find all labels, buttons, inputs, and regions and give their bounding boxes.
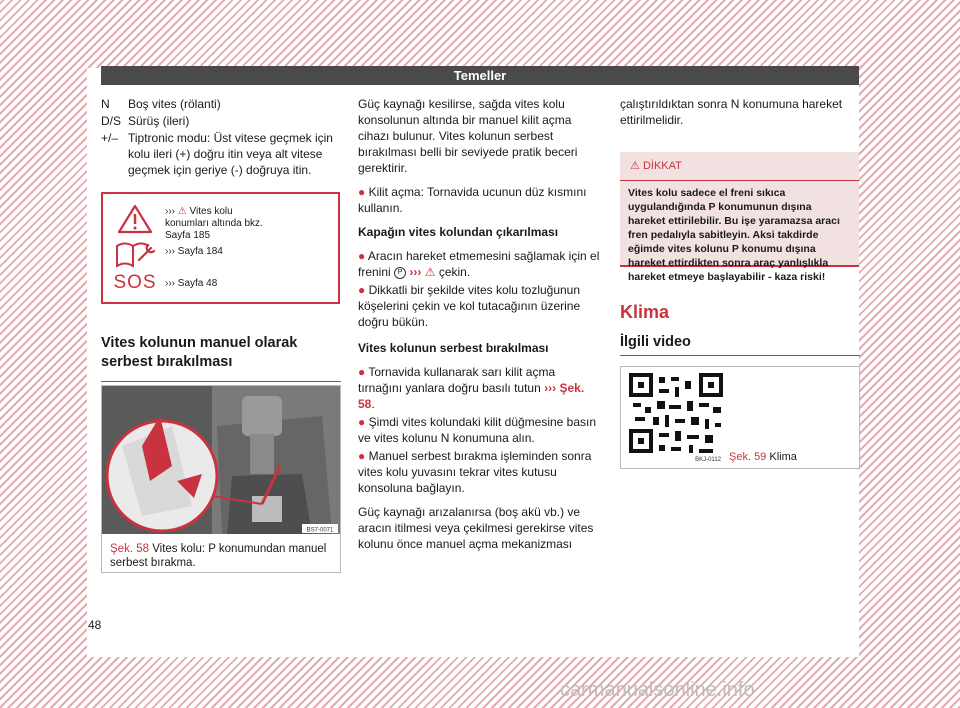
- bullet-icon: ●: [358, 365, 366, 379]
- warning-box: [620, 152, 859, 283]
- ref-arrow: ›››: [544, 381, 557, 395]
- reference-box: [101, 192, 340, 304]
- bullet-text: Aracın hareket etmemesini sağlamak için el frenini: [358, 249, 600, 279]
- book-wrench-icon: [113, 236, 157, 270]
- ref-link-text[interactable]: Sayfa 48: [177, 278, 218, 289]
- warning-triangle-icon: [113, 202, 157, 236]
- page-number: 48: [88, 618, 102, 632]
- figure-caption-text: Vites kolu: P konumundan manuel serbest bırakma.: [110, 543, 327, 569]
- outro-paragraph: Güç kaynağı arızalanırsa (boş akü vb.) ve aracın itilmesi veya çekilmesi gerekirse vites kolunu önce manuel açma mekanizması: [358, 505, 594, 551]
- gear-definition-row: [101, 113, 341, 129]
- figure-caption: [729, 451, 797, 463]
- reference-row: [103, 202, 338, 241]
- ref-arrow: ›››: [165, 206, 175, 217]
- reference-row: [103, 270, 338, 304]
- bullet-text: Manuel serbest bırakma işleminden sonra vites kolu yuvasını tekrar vites kutusu konsoluna bağlayın.: [358, 449, 592, 495]
- figure-59: [620, 366, 860, 469]
- figure-58: [101, 385, 341, 573]
- video-section-title: İlgili video: [620, 334, 860, 356]
- figure-caption-text: Klima: [769, 451, 797, 463]
- subheading: Kapağın vites kolundan çıkarılması: [358, 225, 559, 239]
- bullet-text: Tornavida kullanarak sarı kilit açma tırnağını yanlara doğru basılı tutun: [358, 365, 556, 395]
- page-header: Temeller: [101, 66, 859, 85]
- gear-lever-illustration: [102, 386, 340, 534]
- gear-definition-row: [101, 130, 341, 178]
- figure-label: Şek. 58: [110, 543, 149, 555]
- bullet-icon: ●: [358, 449, 366, 463]
- intro-paragraph: Güç kaynağı kesilirse, sağda vites kolu konsolunun altında bir manuel kilit açma cihazı bulunur. Vites kolunun serbest bırakılması belli bir seviyede pratik beceri gerektirir.: [358, 97, 578, 175]
- sos-icon: SOS: [113, 272, 157, 293]
- bullet-icon: ●: [358, 185, 366, 199]
- bullet-icon: ●: [358, 249, 366, 263]
- continued-paragraph: çalıştırıldıktan sonra N konumuna hareket ettirilmelidir.: [620, 97, 843, 127]
- ref-link-text[interactable]: Vites kolu konumları altında bkz. Sayfa 185: [165, 206, 263, 241]
- figure-caption: [110, 542, 332, 570]
- gear-definition-list: [101, 96, 341, 179]
- chapter-title: Klima: [620, 302, 670, 322]
- ref-arrow: ›››: [165, 278, 175, 289]
- figure-link[interactable]: Şek. 58: [358, 381, 585, 411]
- figure-code: BKJ-0112: [695, 457, 721, 463]
- watermark: carmanualsonline.info: [560, 679, 755, 701]
- parking-brake-icon: P: [394, 267, 406, 279]
- bullet-icon: ●: [358, 283, 366, 297]
- warning-icon: ⚠: [630, 160, 640, 172]
- warning-small-icon: ⚠: [177, 206, 187, 217]
- warning-small-icon: ⚠: [424, 265, 436, 279]
- bullet-text: Kilit açma: Tornavida ucunun düz kısmını kullanın.: [358, 185, 587, 215]
- gear-description: Boş vites (rölanti): [128, 97, 221, 111]
- bullet-text: Şimdi vites kolundaki kilit düğmesine basın ve vites kolunu N konumuna alın.: [358, 415, 597, 445]
- gear-description: Sürüş (ileri): [128, 114, 190, 128]
- gear-description: Tiptronic modu: Üst vitese geçmek için kolu ileri (+) doğru itin veya alt vitese geçmek için geriye (-) doğruya itin.: [128, 131, 333, 177]
- gear-key: D/S: [101, 114, 122, 128]
- ref-arrow: ›››: [409, 265, 422, 279]
- warning-title: DİKKAT: [642, 160, 682, 172]
- bullet-icon: ●: [358, 415, 366, 429]
- section-title: Vites kolunun manuel olarak serbest bırakılması: [101, 334, 341, 382]
- ref-arrow: ›››: [165, 246, 175, 257]
- gear-key: N: [101, 97, 110, 111]
- subheading: Vites kolunun serbest bırakılması: [358, 341, 549, 355]
- bullet-text-end: çekin.: [438, 265, 471, 279]
- gear-key: +/–: [101, 131, 119, 145]
- figure-code: BS7-0071: [306, 527, 334, 534]
- warning-body: Vites kolu sadece el freni sıkıca uygulandığında P konumunun dışına hareket ettirilebilir. Bu işe yaramazsa aracı fren pedalıyla sabitleyin. Aksi takdirde eğimde vites kolunu P konumu dışına hareket ettirdikten sonra araç yanlışlıkla hareket etmeye başlayabilir - kaza riski!: [628, 187, 840, 283]
- bullet-text: Dikkatli bir şekilde vites kolu tozluğunun köşelerini çekin ve kol tutacağının üzerine doğru bükün.: [358, 283, 581, 329]
- ref-link-text[interactable]: Sayfa 184: [177, 246, 223, 257]
- qr-code-image[interactable]: [629, 373, 725, 463]
- main-text-column: Güç kaynağı kesilirse, sağda vites kolu konsolunun altında bir manuel kilit açma cihazı bulunur. Vites kolunun serbest bırakılması belli bir seviyede pratik beceri gerektirir. ● Kilit açma: Tornavida ucunun düz kısmını kullanın. Kapağın vites kolundan çıkarılması ● Aracın hareket etmemesini sağlamak için el frenini P ››› ⚠ çekin. ● Dikkatli bir şekilde vites kolu tozluğunun köşelerini çekin ve kol tutacağının üzerine doğru bükün. Vites kolunun serbest bırakılması ● Tornavida kullanarak sarı kilit açma tırnağını yanlara doğru basılı tutun ››› Şek. 58. ● Şimdi vites kolundaki kilit düğmesine basın ve vites kolunu N konumuna alın. ● Manuel serbest bırakma işleminden sonra vites kolu yuvasını tekrar vites kutusu konsoluna bağlayın. Güç kaynağı arızalanırsa (boş akü vb.) ve aracın itilmesi veya çekilmesi gerekirse vites kolunu önce manuel açma mekanizması: [358, 97, 600, 551]
- figure-label: Şek. 59: [729, 451, 767, 463]
- gear-definition-row: [101, 96, 341, 112]
- reference-row: [103, 236, 338, 270]
